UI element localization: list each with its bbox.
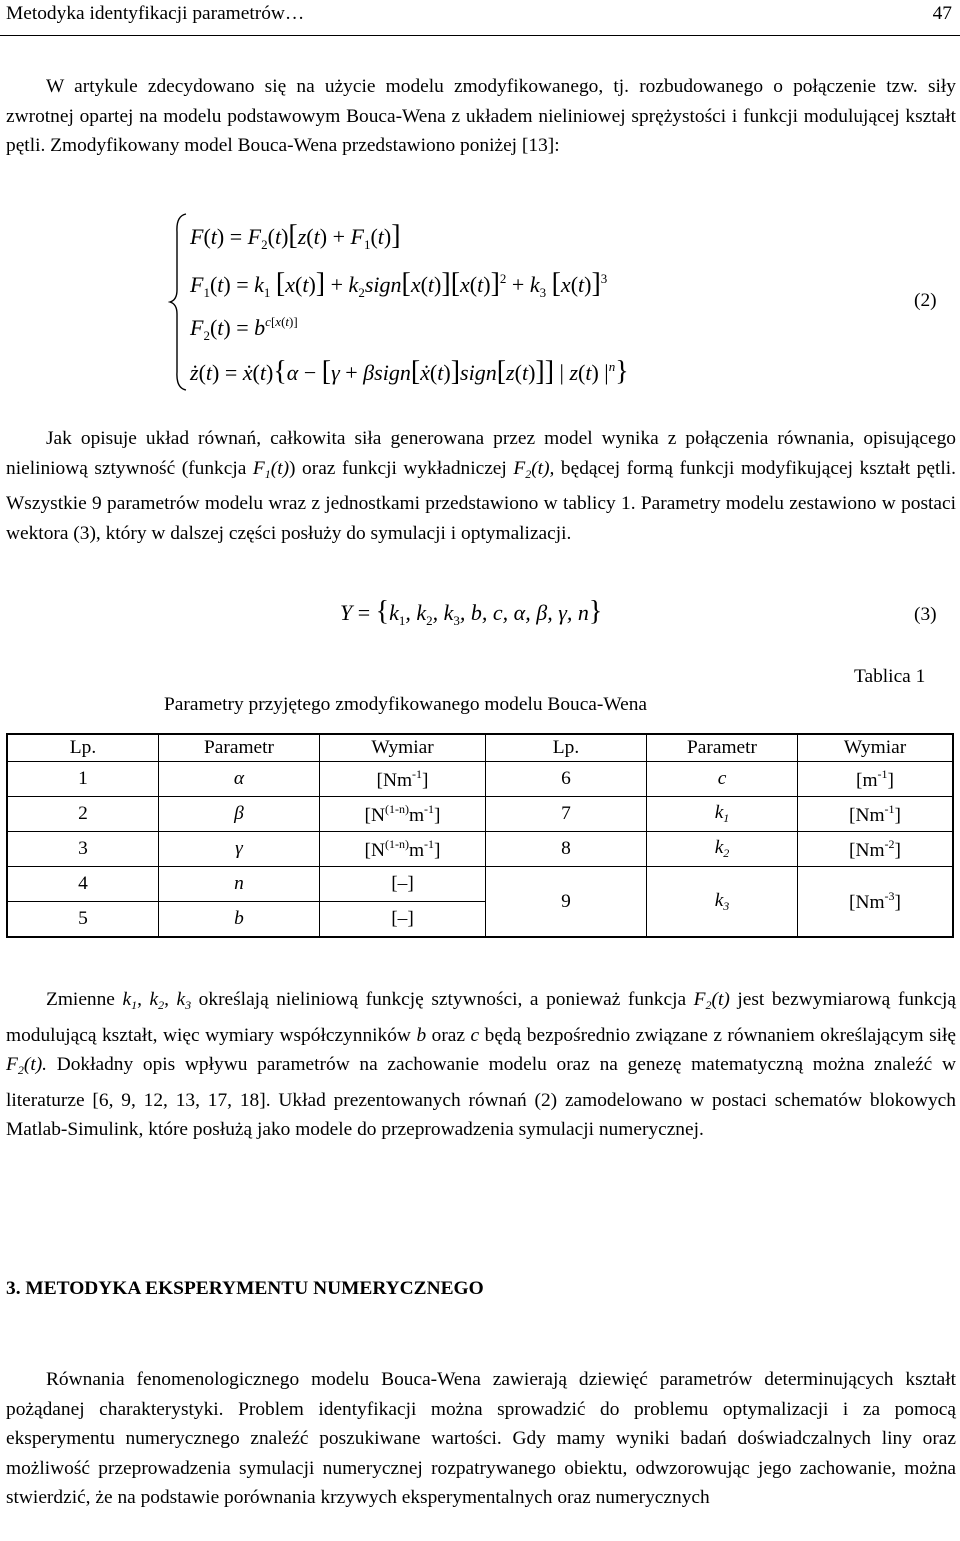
table-row: [7, 832, 953, 867]
page-number: 47: [932, 3, 952, 24]
cell-param: γ: [159, 832, 320, 867]
col-header: Wymiar: [320, 734, 486, 762]
col-header: Wymiar: [798, 734, 954, 762]
table-row: [7, 762, 953, 797]
paragraph-variables: [6, 985, 956, 1145]
cell-unit: $[Nm^{-1}]$: [798, 797, 954, 832]
var-F1: F: [252, 457, 265, 479]
cell-lp: 6: [486, 762, 647, 797]
equation-number-2: (2): [914, 290, 937, 311]
var-b: b: [416, 1024, 427, 1046]
subscript: 1: [131, 998, 138, 1012]
var-c: c: [470, 1024, 480, 1046]
cell-unit: $[m^{-1}]$: [798, 762, 954, 797]
cell-lp: 5: [7, 902, 159, 938]
text-run: Dokładny opis wpływu parametrów na zachowanie modelu oraz na genezę matematyczną można znaleźć w literaturze [6, 9, 12, 13, 17, 18]. Układ prezentowanych równań (2) zamodelowano w postaci schematów blokowych Matlab-Simulink, które posłużą jako modele do przeprowadzenia symulacji numerycznej.: [6, 1054, 956, 1140]
table-row: [7, 867, 953, 902]
cell-param: n: [159, 867, 320, 902]
cell-param: b: [159, 902, 320, 938]
cell-param: α: [159, 762, 320, 797]
text-run: ,: [137, 989, 150, 1010]
cell-param: $k_2$: [647, 832, 798, 867]
var-F2: F: [513, 457, 526, 479]
var-F2: F: [6, 1054, 18, 1075]
header-rule: [0, 35, 960, 36]
subscript: 2: [17, 1063, 24, 1077]
text-run: oraz: [426, 1024, 471, 1046]
var-arg: (t).: [23, 1054, 48, 1075]
text-run: określają nieliniową funkcję sztywności, a ponieważ funkcja: [191, 989, 694, 1010]
col-header: Parametr: [159, 734, 320, 762]
equation-line-F1: $F_1(t) = k_1$ $[x(t)] + k_2sign[x(t)][x(t)]^2 + k_3$ $[x(t)]^3$: [190, 268, 608, 300]
cell-unit: $[Nm^{-3}]$: [798, 867, 954, 938]
table-row: [7, 797, 953, 832]
parameters-table: [6, 733, 954, 938]
cell-lp: 1: [7, 762, 159, 797]
paragraph-intro: W artykule zdecydowano się na użyciе modelu zmodyfikowanego, tj. rozbudowanego o połączenie tzw. siły zwrotnej opartej na modelu podstawowym Bouca-Wena z układem nieliniowej sprężystości i funkcji modulującej kształt pętli. Zmodyfikowany model Bouca-Wena przedstawiono poniżej [13]:: [6, 76, 956, 156]
equation-line-zdot: ż(t) = ẋ(t){α − [γ + βsign[ẋ(t)]sign[z(t)]] | z(t) $|^n$}: [190, 356, 629, 387]
cell-unit: $[N^{(1-n)}m^{-1}]$: [320, 832, 486, 867]
table-header-row: [7, 734, 953, 762]
var-arg: (t): [270, 457, 290, 479]
var-k1: k: [122, 989, 132, 1010]
col-header: Lp.: [7, 734, 159, 762]
table-label: Tablica 1: [854, 666, 926, 687]
cell-unit: [–]: [320, 902, 486, 938]
col-header: Lp.: [486, 734, 647, 762]
cell-unit: $[Nm^{-1}]$: [320, 762, 486, 797]
cell-param: $k_1$: [647, 797, 798, 832]
cell-unit: $[Nm^{-2}]$: [798, 832, 954, 867]
cell-param: c: [647, 762, 798, 797]
equation-line-F2: $F_2(t) = b^{c[x(t)]}$: [190, 314, 298, 343]
left-brace-icon: [168, 212, 190, 392]
subscript: 2: [525, 466, 532, 481]
var-arg: (t),: [531, 457, 555, 479]
subscript: 1: [264, 466, 271, 481]
paragraph-method: Równania fenomenologicznego modelu Bouca-Wena zawierają dziewięć parametrów determinujących kształt pożądanej charakterystyki. Problem identyfikacji można sprowadzić do problemu optymalizacji i za pomocą eksperymentu numerycznego znaleźć poszukiwane wartości. Gdy mamy wyniki badań doświadczalnych liny oraz możliwość przeprowadzenia symulacji numerycznej rozpatrywanego obiektu, odwzorowując jego zachowanie, można stwierdzić, że na podstawie porównania krzywych eksperymentalnych oraz numerycznych: [6, 1369, 956, 1508]
cell-unit: $[N^{(1-n)}m^{-1}]$: [320, 797, 486, 832]
text-run: Jak opisuje układ równań, całkowita siła generowana przez model wynika z połączenia równania, opisującego nieliniową sztywność (funkcja: [6, 428, 956, 479]
text-run: będącej formą funkcji modyfikującej kształt pętli. Wszystkie 9 parametrów modelu wraz z jednostkami przedstawiono w tablicy 1. Parametry modelu zestawiono w postaci wektora (3), który w dalszej części posłuży do symulacji i optymalizacji.: [6, 457, 956, 544]
equation-3: $Y = \{k_1$, $k_2$, $k_3$, b, c, α, β, γ, n}: [340, 596, 603, 628]
col-header: Parametr: [647, 734, 798, 762]
cell-param: $k_3$: [647, 867, 798, 938]
text-run: jest bezwymiarową funkcją modulującą kształt, więc wymiary współczynników: [6, 989, 956, 1046]
subscript: 2: [158, 998, 165, 1012]
var-F2: F: [693, 989, 706, 1010]
cell-unit: [–]: [320, 867, 486, 902]
cell-lp: 2: [7, 797, 159, 832]
subscript: 2: [705, 998, 712, 1012]
cell-lp: 3: [7, 832, 159, 867]
cell-lp: 9: [486, 867, 647, 938]
text-run: będą bezpośrednio związane z równaniem określającym siłę: [479, 1024, 956, 1046]
paragraph-description: [6, 424, 956, 548]
text-run: ) oraz funkcji wykładniczej: [289, 457, 514, 479]
table-caption: Parametry przyjętego zmodyfikowanego modelu Bouca-Wena: [164, 694, 648, 715]
var-k2: k: [149, 989, 159, 1010]
var-k3: k: [176, 989, 186, 1010]
text-run: ,: [164, 989, 177, 1010]
section-heading: 3. METODYKA EKSPERYMENTU NUMERYCZNEGO: [6, 1278, 484, 1299]
header-title: Metodyka identyfikacji parametrów…: [6, 3, 305, 24]
equation-line-F: $F(t) = F_2(t)[z(t) + F_1(t)]$: [190, 220, 401, 252]
text-run: Zmienne: [46, 989, 123, 1010]
var-arg: (t): [711, 989, 730, 1010]
cell-lp: 8: [486, 832, 647, 867]
cell-lp: 7: [486, 797, 647, 832]
running-header: [6, 3, 954, 25]
cell-lp: 4: [7, 867, 159, 902]
subscript: 3: [185, 998, 192, 1012]
cell-param: β: [159, 797, 320, 832]
equation-number-3: (3): [914, 604, 937, 625]
